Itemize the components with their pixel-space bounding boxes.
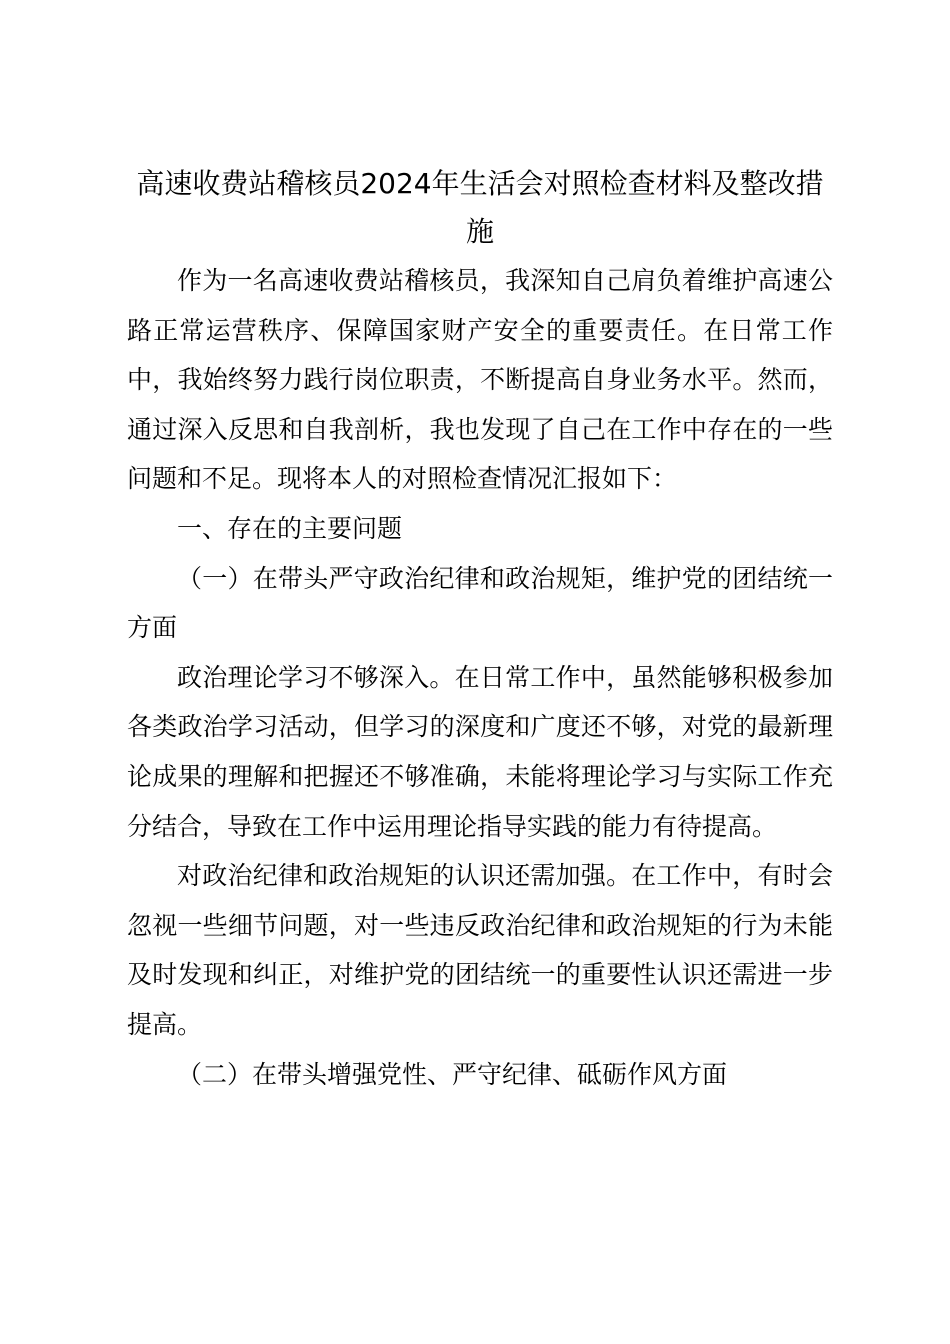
subsection-heading-1: （一）在带头严守政治纪律和政治规矩，维护党的团结统一方面 [127,563,833,643]
section-heading-main-problems: 一、存在的主要问题 [177,513,403,543]
subsection-heading-2: （二）在带头增强党性、严守纪律、砥砺作风方面 [177,1059,728,1089]
body-paragraph-theory-study: 政治理论学习不够深入。在日常工作中，虽然能够积极参加各类政治学习活动，但学习的深度和广度还不够，对党的最新理论成果的理解和把握还不够准确，未能将理论学习与实际工作充分结合，导致在工作中运用理论指导实践的能力有待提高。 [127,662,833,841]
document-body [127,160,833,1099]
body-paragraph-political-discipline: 对政治纪律和政治规矩的认识还需加强。在工作中，有时会忽视一些细节问题，对一些违反政治纪律和政治规矩的行为未能及时发现和纠正，对维护党的团结统一的重要性认识还需进一步提高。 [127,861,833,1039]
intro-paragraph: 作为一名高速收费站稽核员，我深知自己肩负着维护高速公路正常运营秩序、保障国家财产安全的重要责任。在日常工作中，我始终努力践行岗位职责，不断提高自身业务水平。然而，通过深入反思和自我剖析，我也发现了自己在工作中存在的一些问题和不足。现将本人的对照检查情况汇报如下： [127,266,833,494]
document-title: 高速收费站稽核员2024年生活会对照检查材料及整改措施 [136,167,824,248]
